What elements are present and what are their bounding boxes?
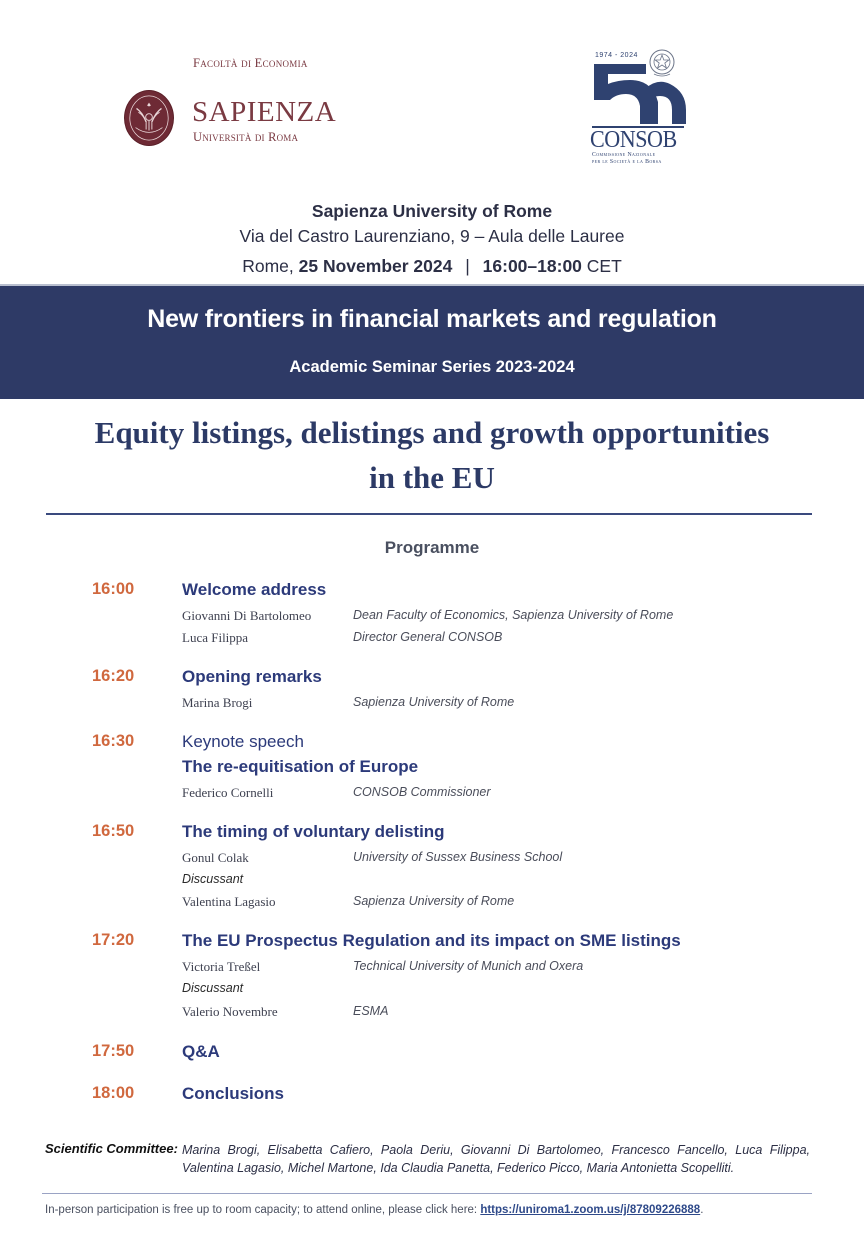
consob-wordmark: CONSOB	[590, 127, 677, 153]
committee-members: Marina Brogi, Elisabetta Cafiero, Paola Deriu, Giovanni Di Bartolomeo, Francesco Fancello, Luca Filippa, Valentina Lagasio, Michel Martone, Ida Claudia Panetta, Federico Picco, Maria Antonietta Scopelliti.	[182, 1143, 810, 1175]
speaker-row	[182, 850, 832, 868]
venue-institution: Sapienza University of Rome	[311, 201, 553, 221]
venue-address: Via del Castro Laurenziano, 9 – Aula delle Lauree	[239, 226, 625, 246]
speaker-name: Federico Cornelli	[182, 785, 274, 800]
series-banner	[0, 284, 864, 399]
faculty-name: Facoltà di Economia	[193, 56, 308, 70]
speaker-row	[182, 630, 832, 648]
footer-divider	[42, 1193, 812, 1194]
sapienza-wordmark: SAPIENZA	[192, 96, 337, 128]
seminar-title	[0, 410, 864, 500]
speaker-name: Marina Brogi	[182, 695, 253, 710]
speaker-name: Valentina Lagasio	[182, 894, 276, 909]
speaker-row	[182, 785, 832, 803]
venue-date-time	[0, 256, 864, 277]
banner-series: Academic Seminar Series 2023-2024	[289, 358, 575, 376]
title-divider	[46, 513, 812, 515]
speaker-name: Giovanni Di Bartolomeo	[182, 608, 312, 623]
slot-time: 16:50	[92, 822, 135, 840]
discussant-label-row	[182, 872, 832, 890]
speaker-affiliation: CONSOB Commissioner	[353, 785, 491, 799]
slot-heading: Q&A	[182, 1042, 220, 1061]
slot-heading: Welcome address	[182, 580, 327, 599]
slot-time: 17:20	[92, 931, 135, 949]
speaker-row	[182, 608, 832, 626]
footer-end: .	[700, 1204, 704, 1216]
event-timezone: CET	[586, 256, 622, 276]
date-time-separator: |	[465, 256, 470, 276]
speaker-affiliation: University of Sussex Business School	[353, 850, 563, 864]
speaker-row	[182, 959, 832, 977]
fifty-years-graphic	[592, 64, 688, 124]
slot-time: 16:20	[92, 667, 135, 685]
speaker-row	[182, 695, 832, 713]
slot-time: 18:00	[92, 1084, 135, 1102]
consob-tagline-1: Commissione Nazionale	[592, 152, 656, 158]
speaker-name: Luca Filippa	[182, 630, 249, 645]
speaker-row	[182, 894, 832, 912]
speaker-affiliation: Dean Faculty of Economics, Sapienza University of Rome	[353, 608, 674, 622]
slot-heading: Opening remarks	[182, 667, 322, 686]
seminar-title-line-2: in the EU	[369, 460, 495, 495]
speaker-row	[182, 1004, 832, 1022]
discussant-label: Discussant	[182, 872, 244, 886]
sapienza-logo	[120, 50, 360, 160]
speaker-affiliation: Technical University of Munich and Oxera	[353, 959, 584, 973]
speaker-affiliation: ESMA	[353, 1004, 389, 1018]
discussant-label-row	[182, 981, 832, 999]
slot-heading: Conclusions	[182, 1084, 285, 1103]
banner-title: New frontiers in financial markets and regulation	[147, 305, 717, 333]
zoom-link[interactable]: https://uniroma1.zoom.us/j/87809226888	[480, 1204, 701, 1216]
seminar-title-line-1: Equity listings, delistings and growth opportunities	[94, 415, 770, 450]
consob-logo	[588, 48, 698, 168]
discussant-label: Discussant	[182, 981, 244, 995]
speaker-name: Victoria Treßel	[182, 959, 261, 974]
sapienza-seal-icon	[124, 90, 174, 146]
speaker-name: Valerio Novembre	[182, 1004, 278, 1019]
slot-time: 16:00	[92, 580, 135, 598]
programme-label: Programme	[384, 538, 480, 557]
committee-label: Scientific Committee:	[45, 1141, 178, 1156]
slot-heading: The timing of voluntary delisting	[182, 822, 445, 841]
event-time: 16:00–18:00	[482, 256, 582, 276]
university-name: Università di Roma	[193, 130, 299, 144]
footer-note	[45, 1204, 703, 1216]
slot-time: 16:30	[92, 732, 135, 750]
speaker-name: Gonul Colak	[182, 850, 249, 865]
footer-text: In-person participation is free up to room capacity; to attend online, please click here:	[45, 1204, 481, 1216]
speaker-affiliation: Sapienza University of Rome	[353, 695, 515, 709]
anniversary-years: 1974 - 2024	[595, 52, 638, 59]
venue-city: Rome,	[242, 256, 294, 276]
slot-subheading: Keynote speech	[182, 732, 304, 751]
slot-heading: The re-equitisation of Europe	[182, 757, 419, 776]
slot-heading: The EU Prospectus Regulation and its impact on SME listings	[182, 931, 681, 950]
speaker-affiliation: Sapienza University of Rome	[353, 894, 515, 908]
speaker-affiliation: Director General CONSOB	[353, 630, 503, 644]
event-date: 25 November 2024	[298, 256, 453, 276]
consob-tagline-2: per le Società e la Borsa	[592, 159, 662, 165]
slot-time: 17:50	[92, 1042, 135, 1060]
